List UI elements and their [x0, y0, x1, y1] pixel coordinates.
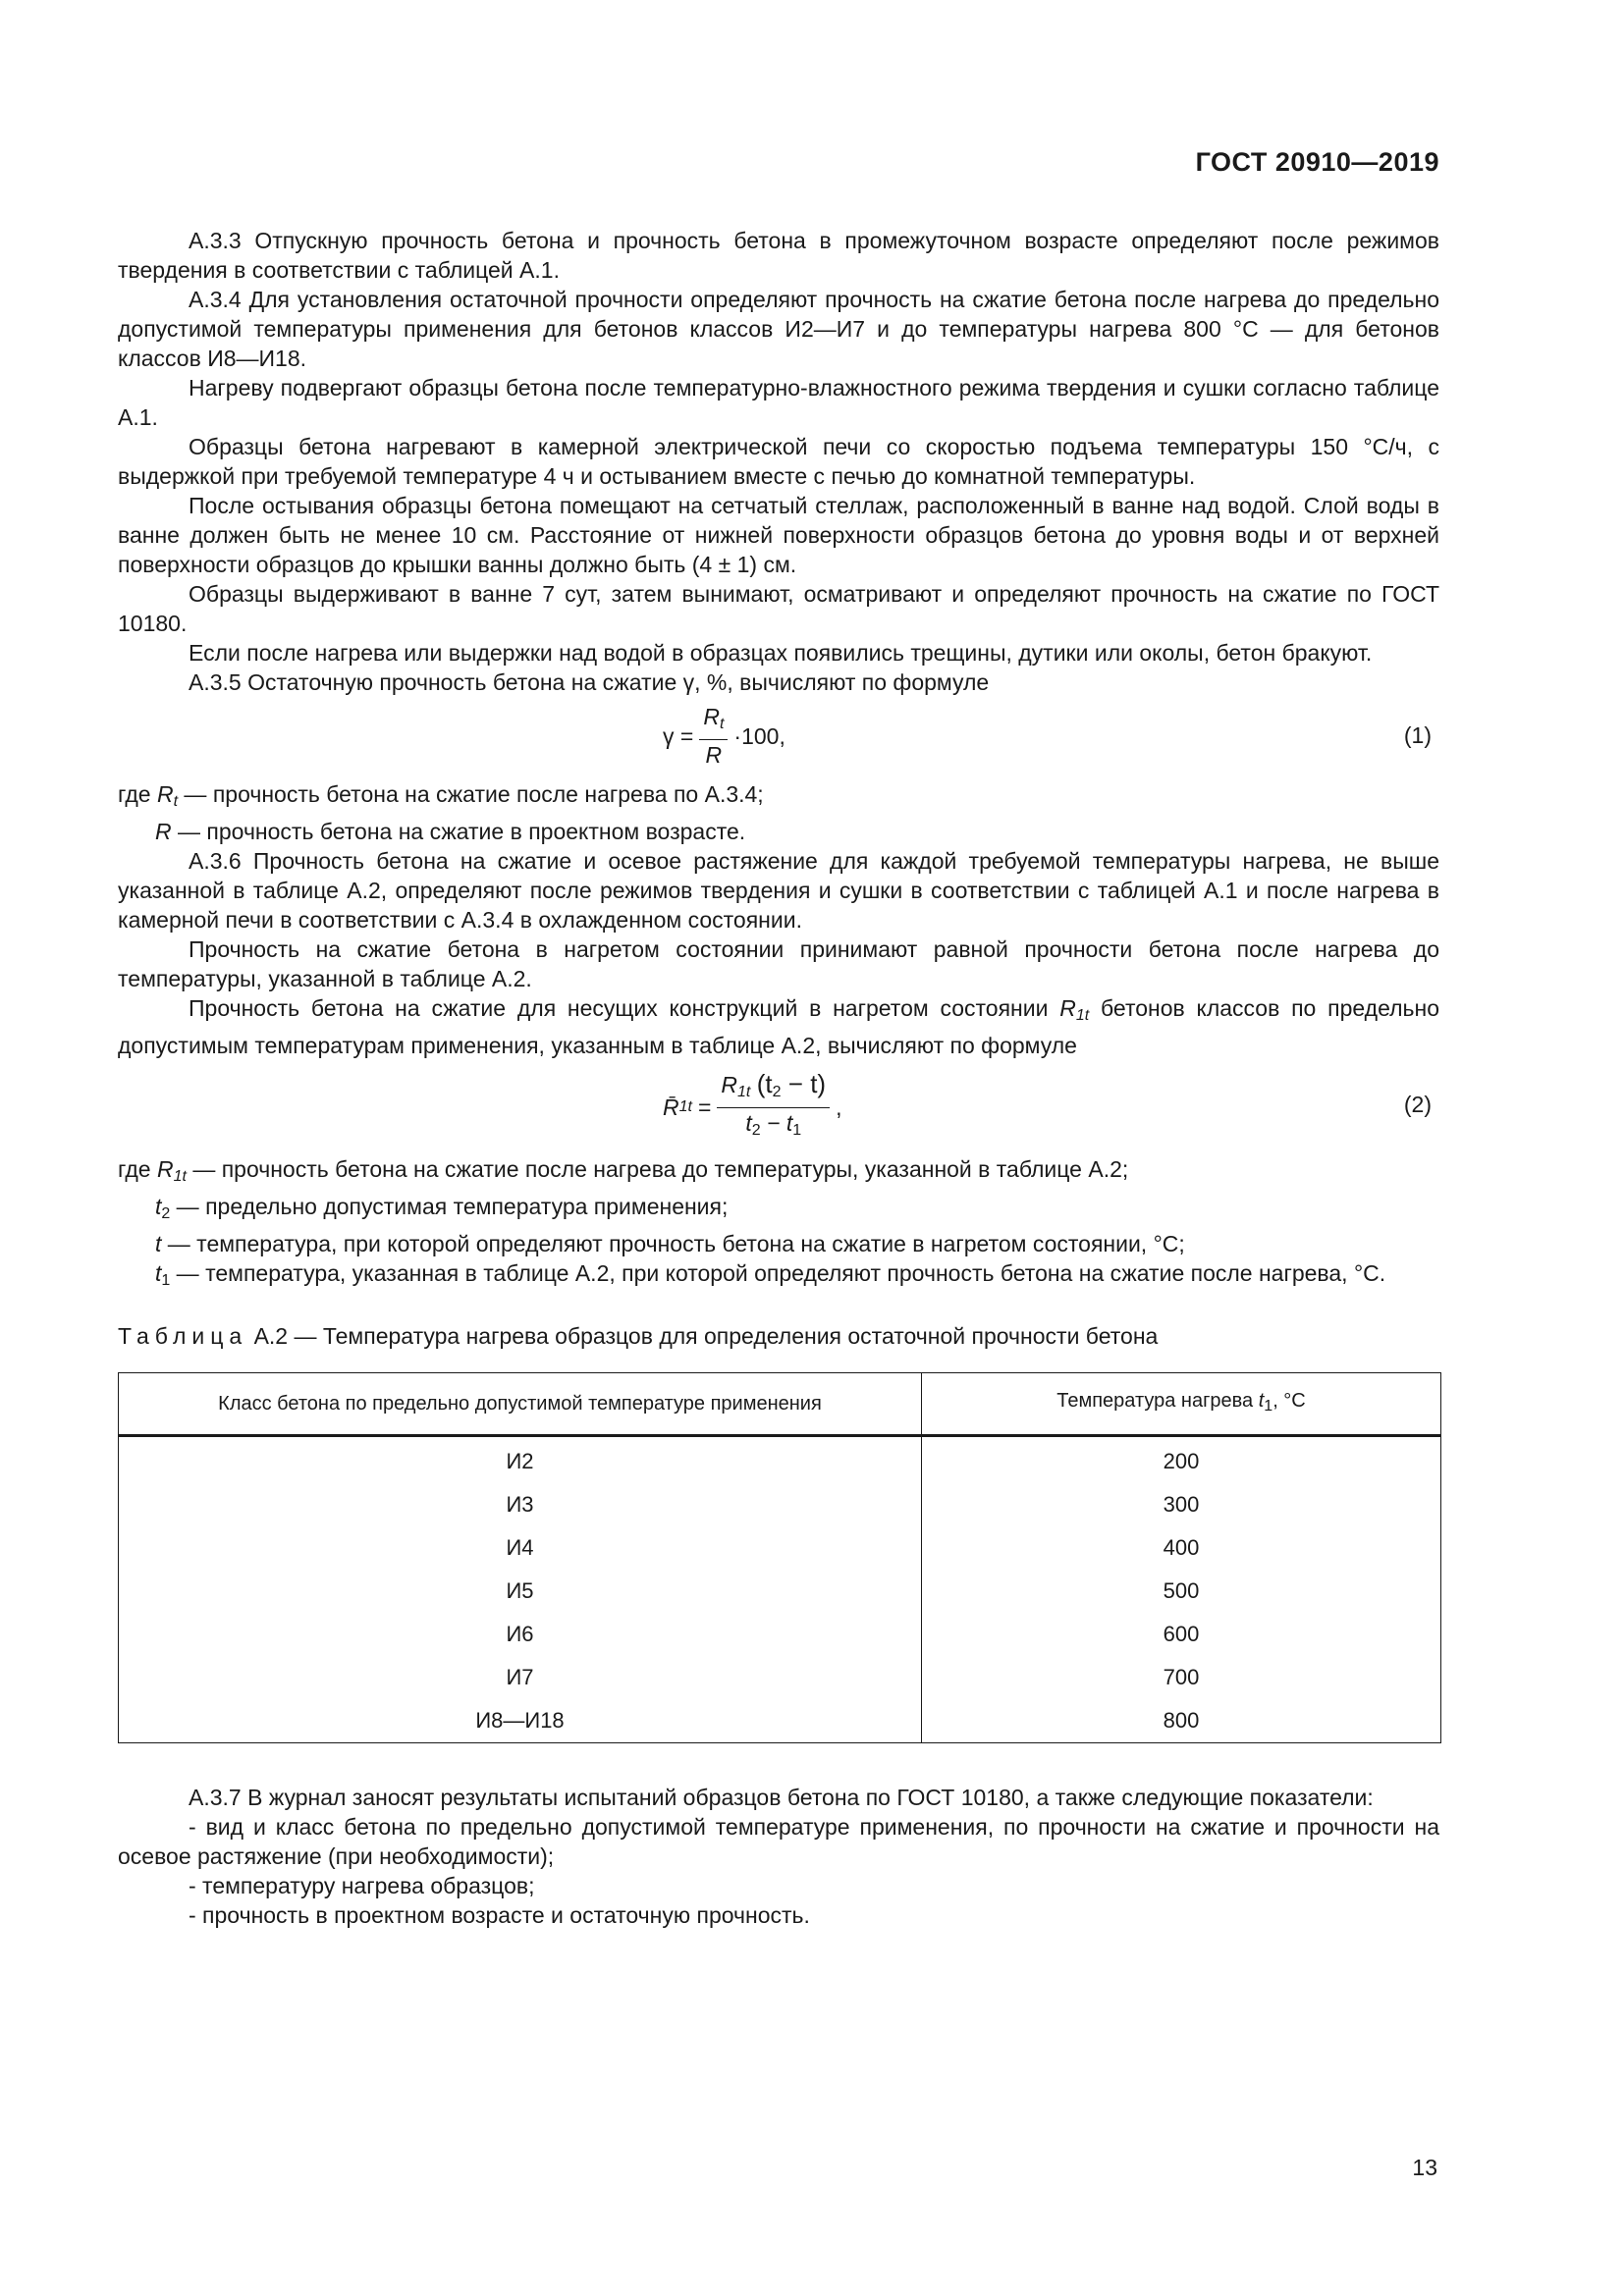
num-paren-sub: 2	[772, 1084, 782, 1100]
num-var: R	[721, 1072, 738, 1097]
table-row	[119, 1483, 1441, 1526]
table-cell-class: И3	[119, 1483, 922, 1526]
formula-1-numerator	[699, 703, 728, 740]
results-section	[118, 1783, 1439, 1930]
table-header-row	[119, 1373, 1441, 1436]
table-header-temperature	[922, 1373, 1441, 1436]
formula-2-def-3	[155, 1229, 1439, 1258]
formula-2-numerator	[717, 1070, 830, 1108]
formula-1-lhs: γ =	[663, 722, 694, 749]
formula-2-def-4	[118, 1258, 1439, 1296]
formula-2-fraction	[717, 1070, 830, 1145]
formula-2-lhs-sub: 1t	[678, 1098, 692, 1115]
paragraph-heating-2: Образцы бетона нагревают в камерной электрической печи со скоростью подъема температуры 150 °С/ч, с выдержкой при требуемой температуре 4 ч и остыванием вместе с печью до комнатной температуры.	[118, 434, 1439, 489]
header-temp-unit: , °С	[1272, 1390, 1306, 1412]
table-cell-class: И2	[119, 1436, 922, 1484]
table-row	[119, 1699, 1441, 1743]
table-row	[119, 1613, 1441, 1656]
def-text: — температура, при которой определяют прочность бетона на сжатие в нагретом состоянии, °С;	[161, 1231, 1185, 1256]
header-temp-sub: 1	[1264, 1398, 1273, 1415]
def-sub: 1t	[173, 1168, 187, 1185]
def-text: — температура, указанная в таблице А.2, при которой определяют прочность бетона на сжатие после нагрева, °С.	[170, 1260, 1386, 1286]
num-paren-end: − t)	[781, 1069, 827, 1098]
table-cell-class: И4	[119, 1526, 922, 1570]
formula-1	[118, 703, 1439, 774]
table-cell-temperature: 800	[922, 1699, 1441, 1743]
paragraph-hot-state: Прочность на сжатие бетона в нагретом состоянии принимают равной прочности бетона после нагрева до температуры, указанной в таблице А.2.	[118, 936, 1439, 991]
page-number: 13	[1412, 2155, 1437, 2180]
header-temp-var: t	[1258, 1390, 1265, 1412]
def-sub: t	[173, 793, 179, 810]
def-text: — прочность бетона на сжатие в проектном возрасте.	[171, 819, 746, 844]
table-caption-word: Таблица	[118, 1323, 248, 1349]
table-cell-temperature: 400	[922, 1526, 1441, 1570]
table-cell-class: И6	[119, 1613, 922, 1656]
formula-1-number: (1)	[1403, 722, 1432, 748]
den-a-sub: 2	[751, 1122, 761, 1139]
formula-1-fraction	[699, 703, 728, 769]
where-word: где	[118, 781, 151, 807]
def-text: — предельно допустимая температура применения;	[170, 1194, 729, 1219]
table-row	[119, 1570, 1441, 1613]
list-item: - температуру нагрева образцов;	[189, 1873, 535, 1898]
formula-2	[118, 1070, 1439, 1148]
paragraph-a35: А.3.5 Остаточную прочность бетона на сжатие γ, %, вычисляют по формуле	[189, 669, 990, 695]
where-word: где	[118, 1156, 151, 1182]
paragraph-rejection: Если после нагрева или выдержки над водой в образцах появились трещины, дутики или околы, бетон бракуют.	[189, 640, 1373, 666]
den-a: t	[745, 1110, 752, 1136]
paragraph-cooling: После остывания образцы бетона помещают на сетчатый стеллаж, расположенный в ванне над водой. Слой воды в ванне должен быть не менее 10 см. Расстояние от нижней поверхности образцов бетона до уровня воды и от верхней поверхности образцов до крышки ванны должно быть (4 ± 1) см.	[118, 493, 1439, 577]
table-row	[119, 1656, 1441, 1699]
table-row	[119, 1526, 1441, 1570]
table-caption	[118, 1321, 1439, 1351]
formula-1-num-var: R	[703, 704, 720, 729]
formula-2-denominator	[741, 1108, 805, 1145]
formula-1-denominator	[702, 740, 727, 769]
table-cell-class: И8—И18	[119, 1699, 922, 1743]
def-var: R	[156, 781, 174, 807]
temperature-table	[118, 1372, 1441, 1743]
formula-2-lhs-var: R̄	[663, 1095, 679, 1120]
formula-2-equals: =	[697, 1095, 712, 1120]
def-text: — прочность бетона на сжатие после нагрева до температуры, указанной в таблице А.2;	[186, 1156, 1129, 1182]
table-cell-temperature: 300	[922, 1483, 1441, 1526]
table-header-class: Класс бетона по предельно допустимой температуре применения	[119, 1373, 922, 1436]
def-var: t	[155, 1260, 162, 1286]
def-var: R	[156, 1156, 174, 1182]
table-caption-text: А.2 — Температура нагрева образцов для определения остаточной прочности бетона	[247, 1323, 1159, 1349]
list-item: - вид и класс бетона по предельно допустимой температуре применения, по прочности на сжатие и прочности на осевое растяжение (при необходимости);	[118, 1814, 1439, 1869]
def-text: — прочность бетона на сжатие после нагрева по А.3.4;	[178, 781, 764, 807]
inline-var: R	[1059, 995, 1076, 1021]
def-var: R	[155, 819, 172, 844]
den-mid: − t	[760, 1110, 793, 1136]
formula-2-tail: ,	[836, 1095, 842, 1120]
table-cell-class: И7	[119, 1656, 922, 1699]
def-var: t	[155, 1194, 162, 1219]
formula-1-den-var: R	[705, 742, 723, 768]
page-content	[118, 226, 1439, 1930]
list-item: - прочность в проектном возрасте и остаточную прочность.	[189, 1902, 810, 1928]
formula-1-tail: ·100,	[733, 722, 785, 749]
load-text-a: Прочность бетона на сжатие для несущих конструкций в нагретом состоянии	[189, 995, 1049, 1021]
formula-1-num-sub: t	[719, 716, 725, 732]
num-sub: 1t	[737, 1084, 751, 1100]
load-text-b: бетонов классов по предельно допустимым температурам применения, указанным в таблице А.2, вычисляют по формуле	[118, 995, 1440, 1058]
def-sub: 2	[161, 1205, 171, 1222]
formula-2-def-1	[118, 1154, 1439, 1192]
den-b-sub: 1	[792, 1122, 802, 1139]
num-paren: (t	[756, 1069, 773, 1098]
formula-2-expression	[663, 1070, 841, 1145]
table-cell-class: И5	[119, 1570, 922, 1613]
paragraph-heating-1: Нагреву подвергают образцы бетона после температурно-влажностного режима твердения и сушки согласно таблице А.1.	[118, 375, 1439, 430]
formula-2-number: (2)	[1403, 1092, 1432, 1117]
paragraph-a37: А.3.7 В журнал заносят результаты испытаний образцов бетона по ГОСТ 10180, а также следующие показатели:	[189, 1785, 1374, 1810]
table-cell-temperature: 600	[922, 1613, 1441, 1656]
table-row	[119, 1436, 1441, 1484]
def-var: t	[155, 1231, 162, 1256]
paragraph-holding: Образцы выдерживают в ванне 7 сут, затем вынимают, осматривают и определяют прочность на сжатие по ГОСТ 10180.	[118, 581, 1439, 636]
standard-header: ГОСТ 20910—2019	[1195, 147, 1439, 177]
table-cell-temperature: 200	[922, 1436, 1441, 1484]
header-temp-text: Температура нагрева	[1056, 1390, 1259, 1412]
inline-sub: 1t	[1075, 1007, 1090, 1024]
formula-2-def-2	[155, 1192, 1439, 1229]
paragraph-a33: А.3.3 Отпускную прочность бетона и прочность бетона в промежуточном возрасте определяют после режимов твердения в соответствии с таблицей А.1.	[118, 228, 1439, 283]
formula-1-expression	[663, 703, 785, 769]
table-cell-temperature: 700	[922, 1656, 1441, 1699]
def-sub: 1	[161, 1272, 171, 1289]
formula-1-def-1	[118, 779, 1439, 817]
table-cell-temperature: 500	[922, 1570, 1441, 1613]
formula-1-def-2	[155, 817, 1439, 846]
paragraph-a34: А.3.4 Для установления остаточной прочности определяют прочность на сжатие бетона после нагрева до предельно допустимой температуры применения для бетонов классов И2—И7 и до температуры нагрева 800 °С — для бетонов классов И8—И18.	[118, 287, 1439, 371]
paragraph-load-bearing	[118, 993, 1439, 1060]
paragraph-a36: А.3.6 Прочность бетона на сжатие и осевое растяжение для каждой требуемой температуры нагрева, не выше указанной в таблице А.2, определяют после режимов твердения и сушки в соответствии с таблицей А.1 и после нагрева в камерной печи в соответствии с А.3.4 в охлажденном состоянии.	[118, 848, 1439, 933]
